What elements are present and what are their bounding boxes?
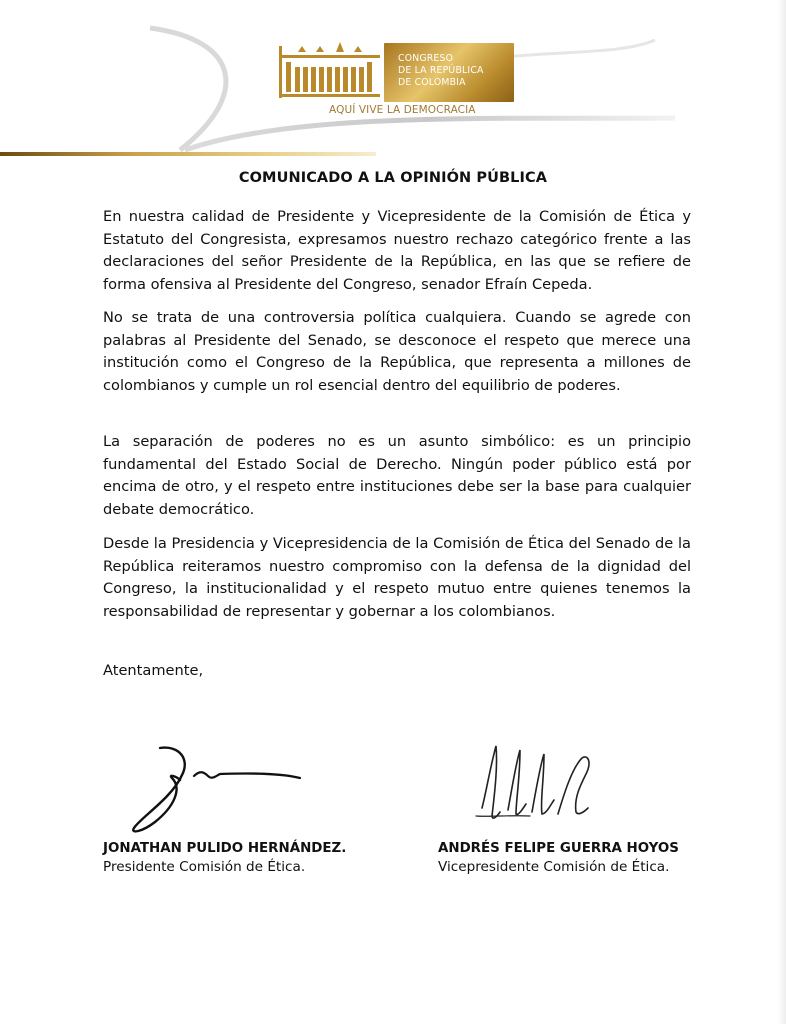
gold-rule — [0, 152, 376, 156]
logo-tagline: AQUÍ VIVE LA DEMOCRACIA — [329, 104, 476, 116]
logo-line-1: CONGRESO — [398, 53, 454, 64]
paragraph-3: La separación de poderes no es un asunto simbólico: es un principio fundamental del Estado Social de Derecho. Ningún poder público está por encima de otro, y el respeto entre instituciones debe ser la base para cualquier debate democrático. — [103, 433, 691, 518]
signatory-1-role: Presidente Comisión de Ética. — [103, 859, 306, 875]
signatory-2-role: Vicepresidente Comisión de Ética. — [438, 859, 670, 875]
capitol-building-icon — [279, 42, 380, 98]
logo-line-2: DE LA REPÚBLICA — [398, 65, 484, 76]
document-title: COMUNICADO A LA OPINIÓN PÚBLICA — [238, 170, 548, 186]
paragraph-4: Desde la Presidencia y Vicepresidencia de la Comisión de Ética del Senado de la República reiteramos nuestro compromiso con la defensa de la dignidad del Congreso, la institucionalidad y el respeto mutuo entre quienes tenemos la responsabilidad de representar y gobernar a los colombianos. — [103, 535, 691, 620]
signature-2-image — [470, 738, 610, 828]
signatory-2-name: ANDRÉS FELIPE GUERRA HOYOS — [438, 841, 679, 856]
decorative-swoosh-2 — [185, 118, 675, 150]
logo-line-3: DE COLOMBIA — [398, 77, 466, 88]
signature-1-image — [120, 740, 310, 835]
page-edge-shadow — [778, 0, 786, 1024]
paragraph-2: No se trata de una controversia política cualquiera. Cuando se agrede con palabras al Presidente del Senado, se desconoce el respeto que merece una institución como el Congreso de la República, que representa a millones de colombianos y cumple un rol esencial dentro del equilibrio de poderes. — [103, 309, 691, 394]
closing-salutation: Atentamente, — [103, 662, 204, 679]
paragraph-1: En nuestra calidad de Presidente y Vicepresidente de la Comisión de Ética y Estatuto del Congresista, expresamos nuestro rechazo categórico frente a las declaraciones del señor Presidente de la República, en las que se refiere de forma ofensiva al Presidente del Congreso, senador Efraín Cepeda. — [103, 208, 691, 293]
decorative-swoosh — [150, 28, 226, 150]
signatory-1-name: JONATHAN PULIDO HERNÁNDEZ. — [103, 841, 347, 856]
letterhead — [0, 0, 786, 165]
